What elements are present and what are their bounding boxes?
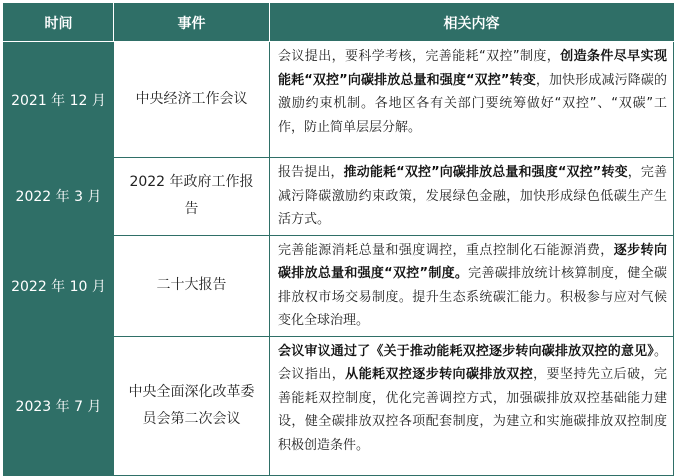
event-cell: 中央全面深化改革委员会第二次会议 — [114, 336, 270, 475]
content-highlight: 创造条件尽早实现能耗“双控”向碳排放总量和强度“双控”转变 — [278, 49, 667, 88]
content-cell — [270, 235, 674, 336]
content-cell — [270, 158, 674, 236]
header-event: 事件 — [114, 4, 270, 42]
content-cell — [270, 336, 674, 475]
time-cell: 2021 年 12 月 — [4, 42, 114, 158]
table-row — [4, 235, 674, 336]
content-segment: ，要坚持先立后破，完善能耗双控制度，优化完善调控方式，加强碳排放双控基础能力建设，健全碳排放双控各项配套制度，为建立和实施碳排放双控制度积极创造条件。 — [278, 367, 667, 453]
content-highlight: 从能耗双控逐步转向碳排放双控 — [345, 367, 534, 382]
content-segment: 完善能源消耗总量和强度调控，重点控制化石能源消费， — [278, 242, 614, 258]
table-row — [4, 336, 674, 475]
time-cell: 2022 年 3 月 — [4, 158, 114, 236]
content-highlight: 推动能耗“双控”向碳排放总量和强度“双控”转变 — [343, 165, 628, 180]
table-header-row — [4, 4, 674, 42]
content-segment: 完善碳排放统计核算制度，健全碳排放权市场交易制度。提升生态系统碳汇能力。积极参与应对气候变化全球治理。 — [278, 266, 667, 328]
event-cell: 中央经济工作会议 — [114, 42, 270, 158]
event-cell: 二十大报告 — [114, 235, 270, 336]
time-cell: 2022 年 10 月 — [4, 235, 114, 336]
content-highlight: 逐步转向碳排放总量和强度“双控”制度。 — [278, 242, 667, 281]
policy-timeline-table — [3, 3, 674, 476]
content-segment: 会议提出，要科学考核，完善能耗“双控”制度， — [278, 49, 561, 64]
event-cell: 2022 年政府工作报告 — [114, 158, 270, 236]
table-row — [4, 42, 674, 158]
content-highlight: 会议审议通过了《关于推动能耗双控逐步转向碳排放双控的意见》 — [278, 343, 654, 359]
content-segment: 报告提出， — [278, 165, 344, 180]
header-time: 时间 — [4, 4, 114, 42]
time-cell: 2023 年 7 月 — [4, 336, 114, 475]
content-cell — [270, 42, 674, 158]
header-content: 相关内容 — [270, 4, 674, 42]
table-row — [4, 158, 674, 236]
content-segment: ，加快形成减污降碳的激励约束机制。各地区各有关部门要统筹做好“双控”、“双碳”工作，防止简单层层分解。 — [278, 72, 667, 135]
content-segment: ，完善减污降碳激励约束政策，发展绿色金融，加快形成绿色低碳生产生活方式。 — [278, 165, 667, 227]
content-segment: 。会议指出， — [278, 343, 667, 382]
